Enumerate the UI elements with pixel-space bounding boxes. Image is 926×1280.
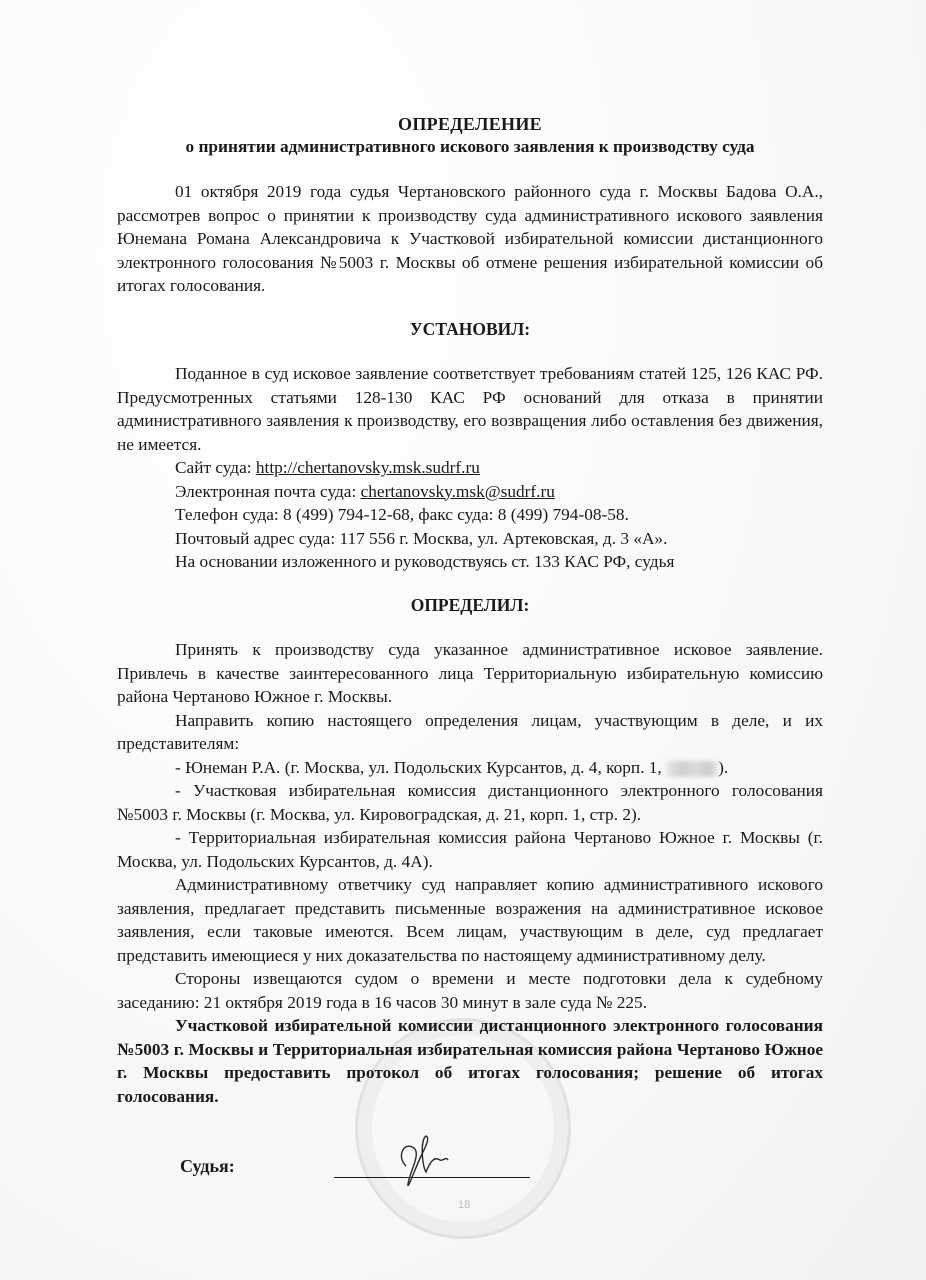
recipient-1-end: ). [718,757,729,777]
redacted-block [666,761,718,777]
recipient-1-text: - Юнеман Р.А. (г. Москва, ул. Подольских Курсантов, д. 4, корп. 1, [175,757,667,777]
recipient-1 [117,756,823,780]
court-email-link[interactable]: chertanovsky.msk@sudrf.ru [360,481,555,501]
decided-paragraph-4: Стороны извещаются судом о времени и месте подготовки дела к судебному заседанию: 21 октября 2019 года в 16 часов 30 минут в зале суда № 225. [117,969,823,1012]
court-site-link[interactable]: http://chertanovsky.msk.sudrf.ru [255,458,480,477]
decided-paragraph-2: Направить копию настоящего определения лицам, участвующим в деле, и их представителям: [117,710,823,753]
intro-paragraph: 01 октября 2019 года судья Чертановского районного суда г. Москвы Бадова О.А., рассмотрев вопрос о принятии к производству суда административного искового заявления Юнемана Романа Александровича к Участковой избирательной комиссии дистанционного электронного голосования №5003 г. Москвы об отмене решения избирательной комиссии об итогах голосования. [117,182,823,295]
heading-decided: ОПРЕДЕЛИЛ: [410,594,530,615]
site-label: Сайт суда: [175,458,256,477]
decided-paragraph-3: Административному ответчику суд направляет копию административного искового заявления, предлагает представить письменные возражения на административное исковое заявления, если таковые имеются. Всем лицам, участвующим в деле, суд предлагает представить имеющиеся у них доказательства по настоящему административному делу. [117,875,823,965]
court-email-line [117,480,823,504]
court-phone-line: Телефон суда: 8 (499) 794-12-68, факс суда: 8 (499) 794-08-58. [175,505,629,524]
signature-line [334,1177,530,1178]
email-label: Электронная почта суда: [175,481,361,501]
signature-block [180,1152,820,1212]
heading-established: УСТАНОВИЛ: [409,318,531,339]
judge-label: Судья: [180,1156,235,1176]
decided-paragraph-5: Участковой избирательной комиссии дистанционного электронного голосования №5003 г. Москвы и Территориальная избирательная комиссия района Чертаново Южное г. Москвы предоставить протокол об итогах голосования; решение об итогах голосования. [117,1016,823,1106]
document-title: ОПРЕДЕЛЕНИЕ [398,114,542,134]
basis-line: На основании изложенного и руководствуясь ст. 133 КАС РФ, судья [175,552,675,571]
court-address-line: Почтовый адрес суда: 117 556 г. Москва, ул. Артековская, д. 3 «А». [175,528,668,548]
stamp-number: 18 [458,1199,471,1211]
recipient-3: - Территориальная избирательная комиссия района Чертаново Южное г. Москвы (г. Москва, ул. Подольских Курсантов, д. 4А). [117,828,823,871]
decided-paragraph-1: Принять к производству суда указанное административное исковое заявление. Привлечь в качестве заинтересованного лица Территориальную избирательную комиссию района Чертаново Южное г. Москвы. [117,640,823,706]
document-body [117,112,823,1108]
court-site-line [117,456,823,480]
document-subtitle: о принятии административного искового заявления к производству суда [185,137,755,156]
established-paragraph: Поданное в суд исковое заявление соответствует требованиям статей 125, 126 КАС РФ. Предусмотренных статьями 128-130 КАС РФ оснований для отказа в принятии административного заявления к производству, его возвращения либо оставления без движения, не имеется. [117,364,823,454]
recipient-2: - Участковая избирательная комиссия дистанционного электронного голосования №5003 г. Москвы (г. Москва, ул. Кировоградская, д. 21, корп. 1, стр. 2). [117,781,823,824]
